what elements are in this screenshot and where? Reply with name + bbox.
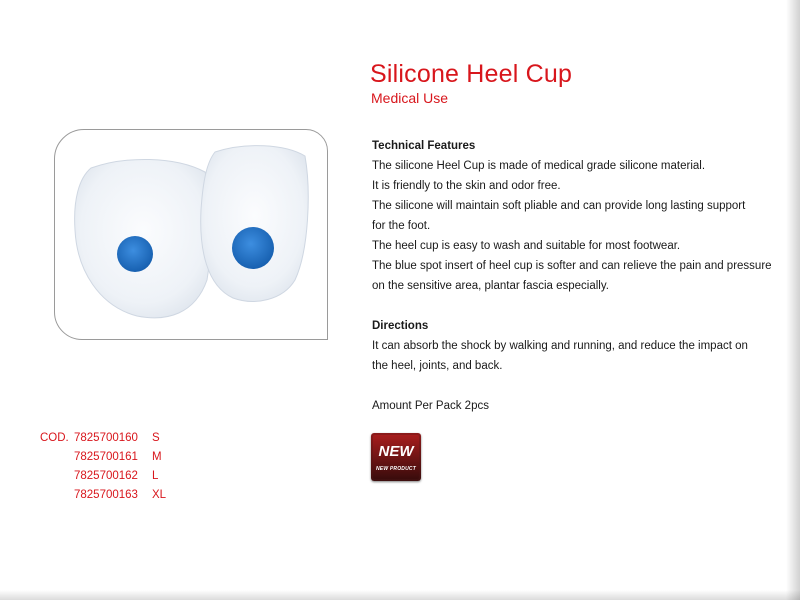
features-line: The silicone Heel Cup is made of medical grade silicone material.: [372, 160, 706, 172]
features-line: The blue spot insert of heel cup is softer and can relieve the pain and pressure: [372, 260, 772, 272]
description-block: [372, 136, 772, 416]
directions-line: It can absorb the shock by walking and running, and reduce the impact on: [372, 340, 748, 352]
code-size: M: [152, 451, 162, 463]
code-number: 7825700162: [74, 470, 138, 482]
features-line: for the foot.: [372, 220, 431, 232]
heel-cup-image: [55, 130, 327, 339]
product-image-frame: [54, 129, 328, 340]
directions-heading: Directions: [372, 320, 429, 332]
product-subtitle: Medical Use: [371, 90, 449, 106]
blue-spot-right: [232, 227, 274, 269]
features-line: The silicone will maintain soft pliable and can provide long lasting support: [372, 200, 746, 212]
product-title: Silicone Heel Cup: [370, 60, 573, 88]
features-line: The heel cup is easy to wash and suitable for most footwear.: [372, 240, 681, 252]
code-size: XL: [152, 489, 167, 501]
page-edge-shadow-bottom: [0, 590, 800, 600]
new-product-badge: [371, 433, 421, 481]
features-line: It is friendly to the skin and odor free.: [372, 180, 561, 192]
code-size: L: [152, 470, 159, 482]
amount-per-pack: Amount Per Pack 2pcs: [372, 400, 489, 412]
code-number: 7825700160: [74, 432, 138, 444]
heel-cup-right: [201, 146, 308, 302]
badge-label: NEW: [378, 443, 414, 460]
blue-spot-left: [117, 236, 153, 272]
features-heading: Technical Features: [372, 140, 476, 152]
page-edge-shadow-right: [786, 0, 800, 600]
badge-sublabel: NEW PRODUCT: [376, 466, 416, 472]
features-line: on the sensitive area, plantar fascia especially.: [372, 280, 609, 292]
code-number: 7825700163: [74, 489, 138, 501]
directions-line: the heel, joints, and back.: [372, 360, 503, 372]
code-size: S: [152, 432, 160, 444]
code-number: 7825700161: [74, 451, 138, 463]
code-prefix: COD.: [40, 432, 69, 444]
